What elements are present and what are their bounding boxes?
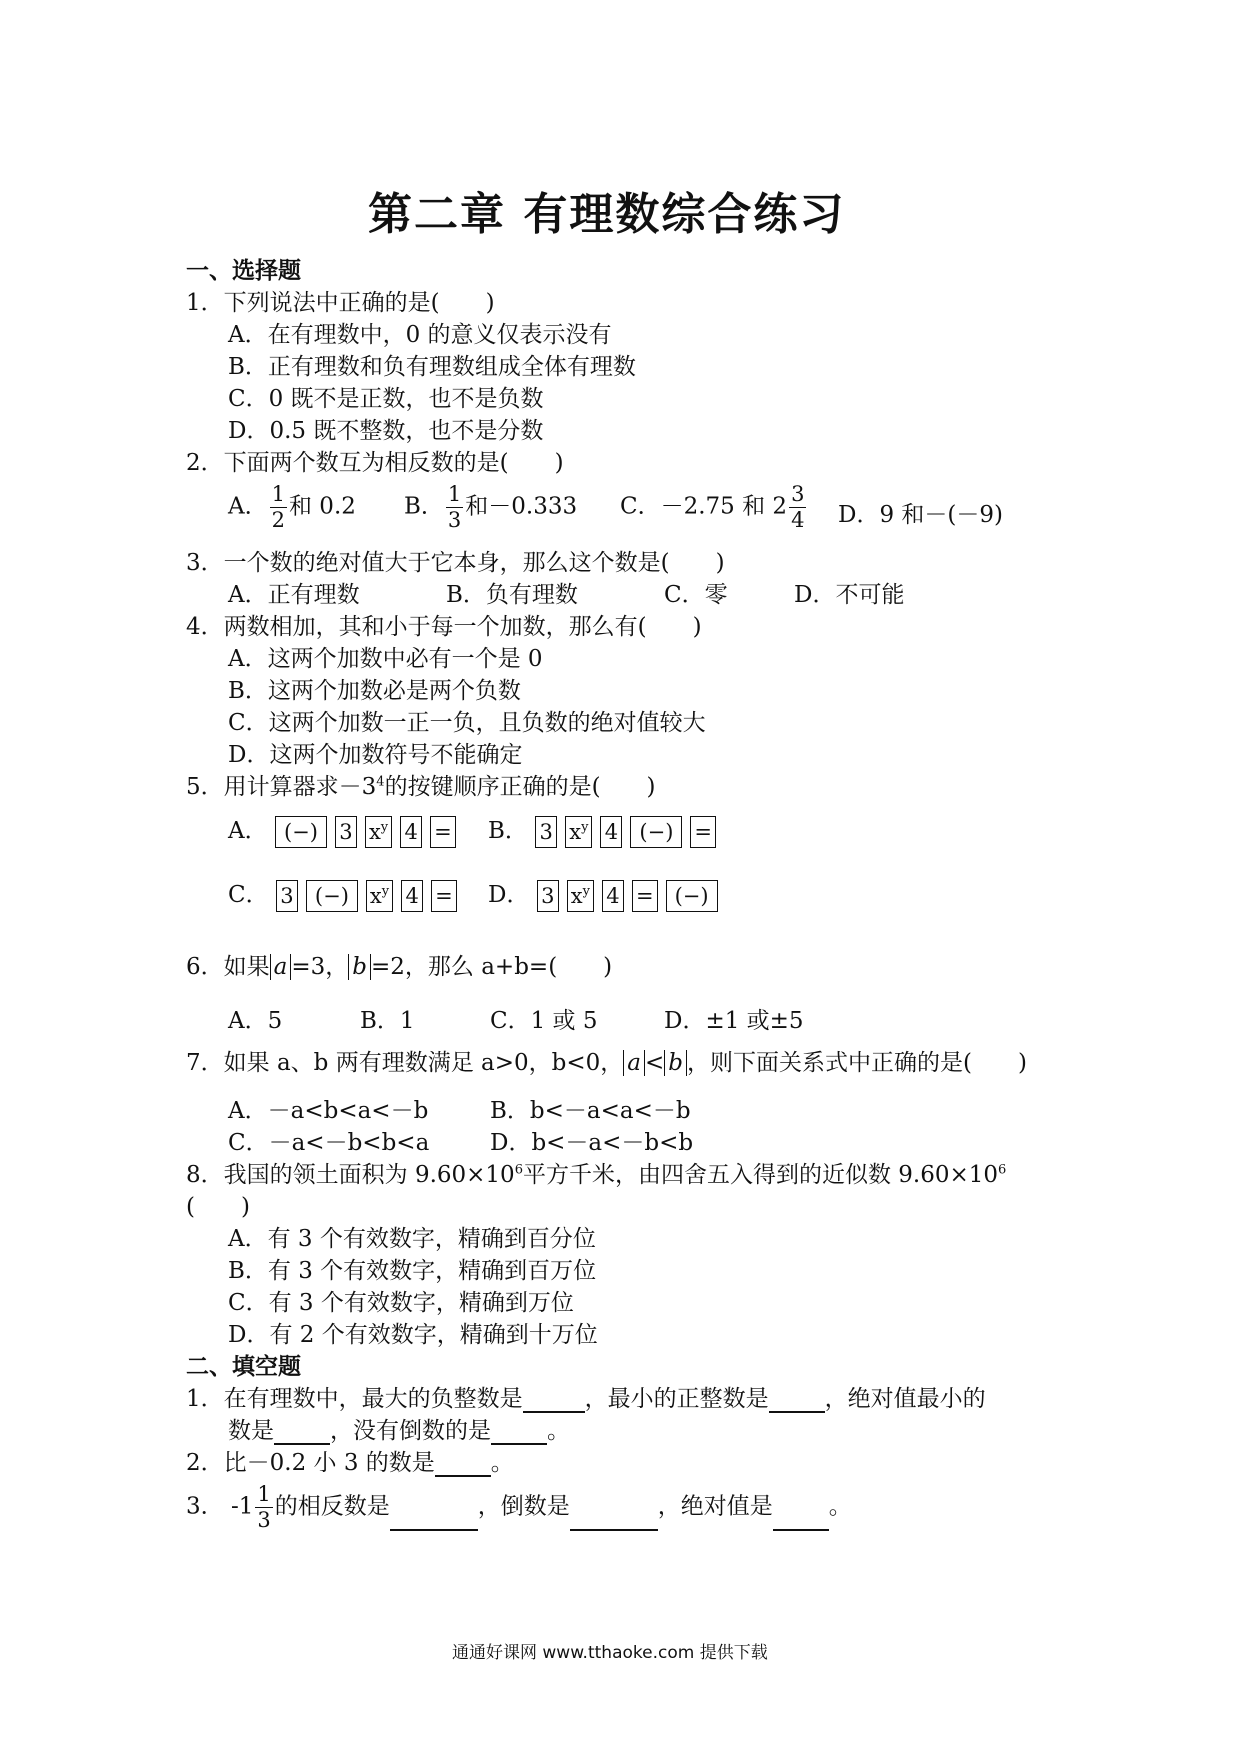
question-6-option-c: C．1 或 5 xyxy=(490,1008,598,1034)
power-key-exponent: y xyxy=(582,884,590,899)
page-title: 第二章 有理数综合练习 xyxy=(368,189,846,240)
answer-blank[interactable] xyxy=(390,1507,478,1531)
question-2-stem: 2．下面两个数互为相反数的是( ) xyxy=(186,450,564,476)
equals-key: = xyxy=(430,816,456,848)
key-3: 3 xyxy=(335,816,357,848)
fraction xyxy=(789,484,806,531)
answer-blank[interactable] xyxy=(769,1389,825,1413)
stem-text: =3， xyxy=(291,954,349,980)
question-1-option-c: C．0 既不是正数，也不是负数 xyxy=(228,386,544,412)
question-7-option-b: B．b<－a<a<－b xyxy=(490,1098,691,1124)
stem-text: 7．如果 a、b 两有理数满足 a>0，b<0， xyxy=(186,1050,624,1076)
fraction-numerator: 1 xyxy=(447,482,462,506)
section-heading-fill-in: 二、填空题 xyxy=(186,1353,301,1380)
stem-text: 数是 xyxy=(228,1418,274,1444)
option-label: A． xyxy=(228,818,268,844)
fraction xyxy=(255,1484,272,1531)
stem-text: ，倒数是 xyxy=(477,1493,570,1520)
stem-text: 。 xyxy=(828,1493,852,1520)
exponent: 4 xyxy=(376,774,385,790)
question-6-stem xyxy=(186,948,612,981)
question-5-option-c xyxy=(228,876,465,912)
power-key-base: x xyxy=(368,820,381,844)
question-2-option-d: D．9 和－(－9) xyxy=(838,502,1003,528)
question-1-option-d: D．0.5 既不整数，也不是分数 xyxy=(228,418,544,444)
answer-blank[interactable] xyxy=(773,1507,829,1531)
question-3-option-c: C．零 xyxy=(664,582,728,608)
question-8-answer-parens: ( ) xyxy=(186,1194,250,1220)
question-4-stem: 4．两数相加，其和小于每一个加数，那么有( ) xyxy=(186,614,702,640)
stem-text: 1．在有理数中，最大的负整数是 xyxy=(186,1386,523,1412)
option-label: D． xyxy=(488,882,530,908)
question-4-option-a: A．这两个加数中必有一个是 0 xyxy=(228,646,543,672)
negative-key: (−) xyxy=(666,880,718,912)
question-5-option-d xyxy=(488,876,726,912)
answer-blank[interactable] xyxy=(435,1453,491,1477)
question-2-option-b xyxy=(404,484,577,531)
stem-text: 5．用计算器求－3 xyxy=(186,774,377,800)
stem-text: ，最小的正整数是 xyxy=(584,1386,769,1412)
question-3-option-b: B．负有理数 xyxy=(446,582,578,608)
question-8-stem xyxy=(186,1156,1006,1189)
stem-text: ，没有倒数的是 xyxy=(330,1418,491,1444)
question-7-option-a: A．－a<b<a<－b xyxy=(228,1098,429,1124)
question-1-option-a: A．在有理数中，0 的意义仅表示没有 xyxy=(228,322,612,348)
stem-text: 6．如果 xyxy=(186,954,270,980)
less-than-sign: < xyxy=(644,1050,665,1076)
stem-text: 平方千米，由四舍五入得到的近似数 9.60×10 xyxy=(522,1162,999,1188)
fraction-denominator: 4 xyxy=(791,508,805,532)
option-text: 和－0.333 xyxy=(465,493,578,520)
question-7-option-d: D．b<－a<－b<b xyxy=(490,1130,694,1156)
fraction-denominator: 3 xyxy=(447,508,462,532)
option-text: 和 0.2 xyxy=(289,493,356,520)
stem-text: 的按键顺序正确的是( ) xyxy=(384,774,656,800)
key-3: 3 xyxy=(535,816,557,848)
absolute-value-b: b xyxy=(348,954,371,980)
power-key-exponent: y xyxy=(380,820,389,835)
question-6-option-b: B．1 xyxy=(360,1008,415,1034)
question-2-option-c xyxy=(620,484,808,531)
section-heading-choice: 一、选择题 xyxy=(186,257,301,284)
absolute-value-a: a xyxy=(270,954,292,980)
stem-text: =2，那么 a+b=( ) xyxy=(371,954,613,980)
question-4-option-c: C．这两个加数一正一负，且负数的绝对值较大 xyxy=(228,710,706,736)
fraction xyxy=(446,484,463,531)
key-3: 3 xyxy=(276,880,298,912)
answer-blank[interactable] xyxy=(523,1389,585,1413)
fill-2 xyxy=(186,1444,514,1477)
question-7-option-c: C．－a<－b<b<a xyxy=(228,1130,430,1156)
absolute-value-a: a xyxy=(623,1050,645,1076)
key-3: 3 xyxy=(537,880,559,912)
stem-text: 的相反数是 xyxy=(274,1493,390,1520)
exponent: 6 xyxy=(514,1162,523,1178)
power-key-exponent: y xyxy=(381,884,390,899)
stem-text: 。 xyxy=(547,1418,570,1444)
answer-blank[interactable] xyxy=(491,1421,547,1445)
question-5-stem xyxy=(186,768,656,801)
power-key-base: x xyxy=(569,820,582,844)
power-key-exponent: y xyxy=(581,820,589,835)
fraction-numerator: 1 xyxy=(257,1482,271,1506)
fill-3 xyxy=(186,1484,852,1531)
equals-key: = xyxy=(431,880,457,912)
question-4-option-b: B．这两个加数必是两个负数 xyxy=(228,678,521,704)
question-8-option-b: B．有 3 个有效数字，精确到百万位 xyxy=(228,1258,597,1284)
fraction-denominator: 3 xyxy=(257,1508,271,1532)
stem-text: 3． -1 xyxy=(186,1493,254,1520)
answer-blank[interactable] xyxy=(570,1507,658,1531)
question-8-option-c: C．有 3 个有效数字，精确到万位 xyxy=(228,1290,574,1316)
fraction-numerator: 1 xyxy=(271,482,285,506)
question-7-stem xyxy=(186,1044,1027,1077)
power-key xyxy=(567,880,594,912)
key-4: 4 xyxy=(400,816,422,848)
stem-text: 8．我国的领土面积为 9.60×10 xyxy=(186,1162,515,1188)
question-4-option-d: D．这两个加数符号不能确定 xyxy=(228,742,523,768)
exponent: 6 xyxy=(998,1162,1007,1178)
equals-key: = xyxy=(690,816,716,848)
question-6-option-d: D．±1 或±5 xyxy=(664,1008,804,1034)
fraction xyxy=(270,484,287,531)
fill-1-line-1 xyxy=(186,1380,986,1413)
option-text: C．－2.75 和 2 xyxy=(620,493,788,520)
question-8-option-a: A．有 3 个有效数字，精确到百分位 xyxy=(228,1226,596,1252)
question-3-option-d: D．不可能 xyxy=(794,582,905,608)
stem-text: 。 xyxy=(490,1450,514,1476)
negative-key: (−) xyxy=(306,880,358,912)
page-footer: 通通好课网 www.tthaoke.com 提供下载 xyxy=(452,1643,768,1663)
key-4: 4 xyxy=(401,880,423,912)
option-label: B． xyxy=(404,493,444,520)
fill-1-line-2 xyxy=(228,1412,570,1445)
power-key-base: x xyxy=(369,884,382,908)
question-3-stem: 3．一个数的绝对值大于它本身，那么这个数是( ) xyxy=(186,550,725,576)
key-4: 4 xyxy=(602,880,624,912)
fraction-numerator: 3 xyxy=(791,482,805,506)
key-4: 4 xyxy=(600,816,622,848)
power-key-base: x xyxy=(570,884,583,908)
question-3-option-a: A．正有理数 xyxy=(228,582,360,608)
question-5-option-b xyxy=(488,812,724,848)
power-key xyxy=(365,816,392,848)
question-1-stem: 1．下列说法中正确的是( ) xyxy=(186,290,495,316)
power-key xyxy=(366,880,393,912)
negative-key: (−) xyxy=(630,816,682,848)
stem-text: ，绝对值是 xyxy=(657,1493,773,1520)
option-label: B． xyxy=(488,818,528,844)
stem-text: 2．比－0.2 小 3 的数是 xyxy=(186,1450,435,1476)
equals-key: = xyxy=(632,880,658,912)
question-1-option-b: B．正有理数和负有理数组成全体有理数 xyxy=(228,354,636,380)
power-key xyxy=(565,816,592,848)
negative-key: (−) xyxy=(275,816,327,848)
stem-text: ，绝对值最小的 xyxy=(824,1386,986,1412)
question-2-option-a xyxy=(228,484,356,531)
question-6-option-a: A．5 xyxy=(228,1008,283,1034)
question-5-option-a xyxy=(228,812,464,848)
option-label: C． xyxy=(228,882,269,908)
absolute-value-b: b xyxy=(664,1050,687,1076)
stem-text: ，则下面关系式中正确的是( ) xyxy=(686,1050,1027,1076)
fraction-denominator: 2 xyxy=(271,508,285,532)
question-8-option-d: D．有 2 个有效数字，精确到十万位 xyxy=(228,1322,598,1348)
answer-blank[interactable] xyxy=(274,1421,330,1445)
option-label: A． xyxy=(228,493,268,520)
